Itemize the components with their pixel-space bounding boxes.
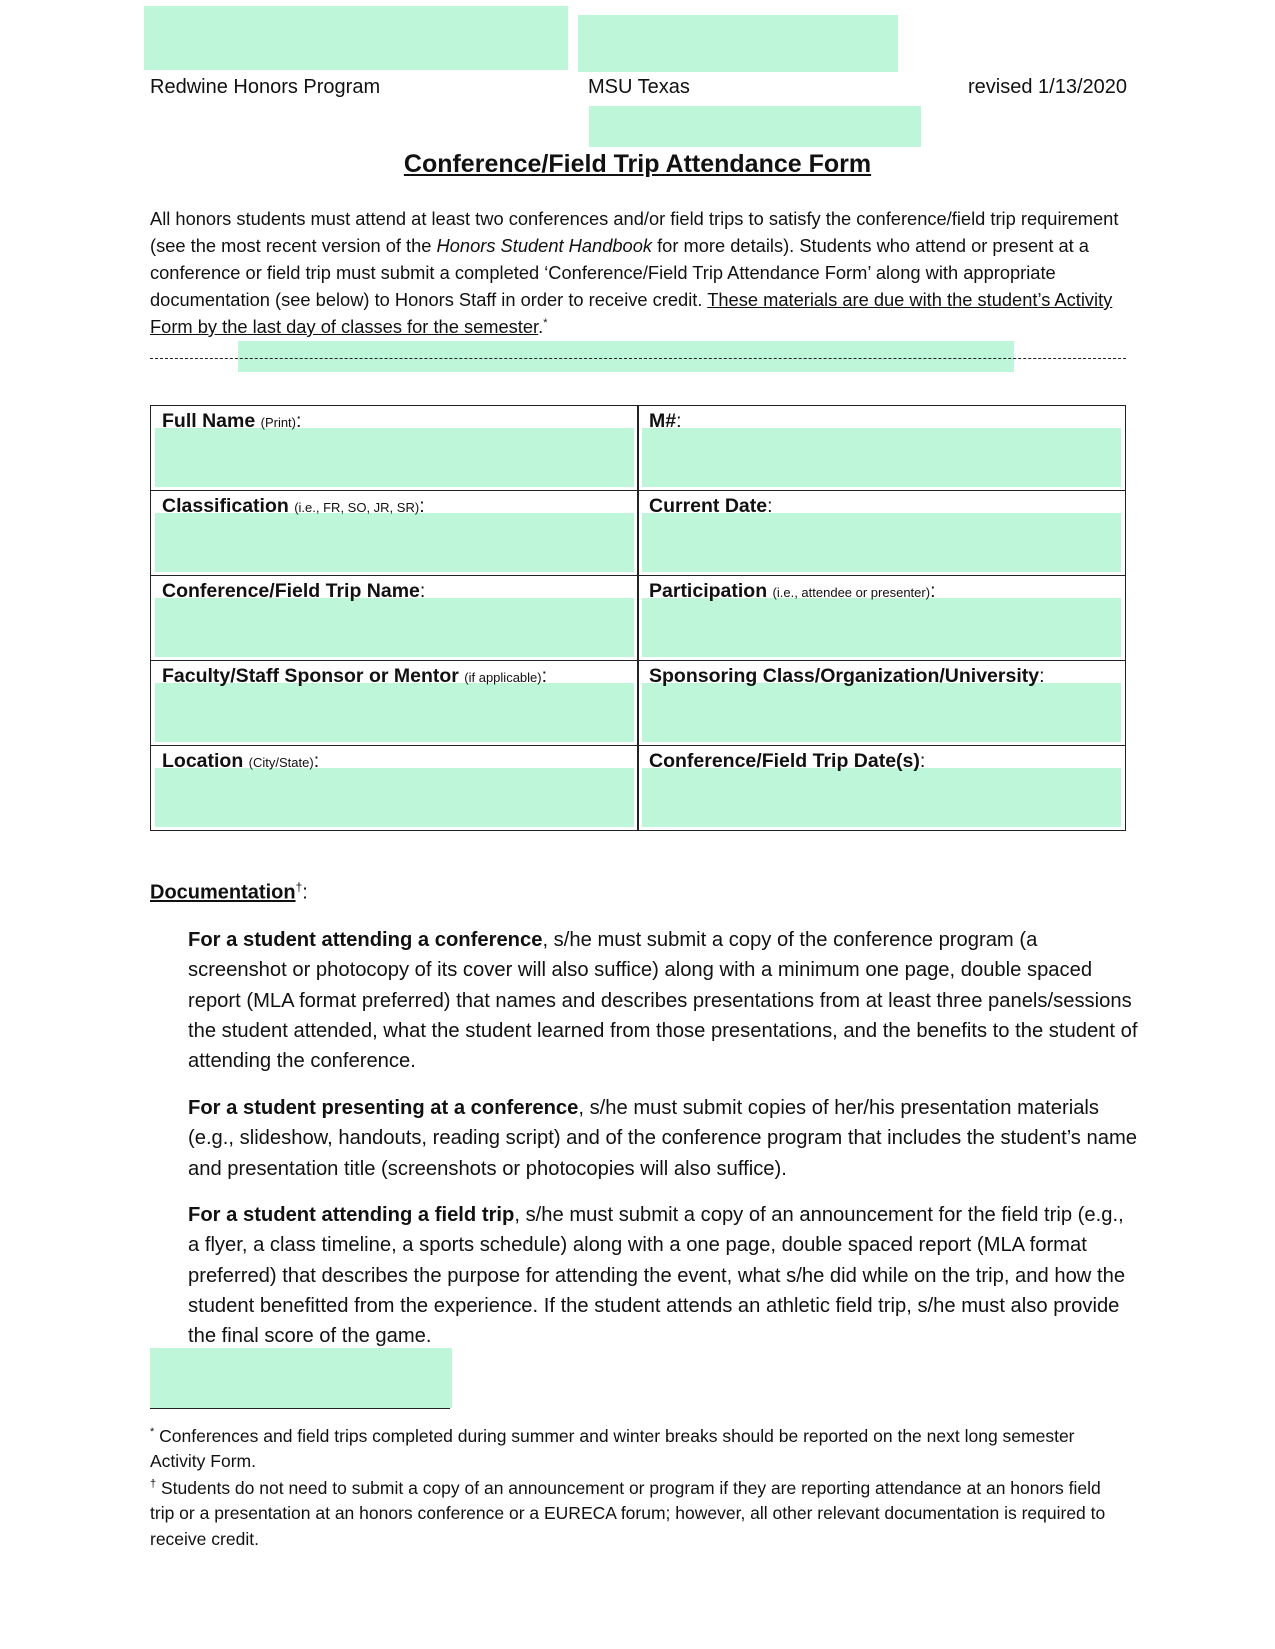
field-colon: : [419,580,426,602]
field-input-trip-name[interactable] [155,598,634,657]
field-label-participation [649,579,935,605]
field-hint: (i.e., FR, SO, JR, SR) [294,500,420,515]
footnote-mark: * [150,1426,155,1438]
field-colon: : [541,665,548,687]
field-label-trip-name [162,579,425,603]
field-hint: (i.e., attendee or presenter) [772,585,931,600]
field-input-trip-dates[interactable] [642,768,1121,827]
field-label-sponsor-mentor [162,664,547,690]
footnote-mark: † [150,1478,157,1490]
intro-text-2: for more details). Students who attend or present at a conference or field trip must submit a completed ‘Conference/Field Trip Attendance Form’ along with appropriate documentation (see below) to Honors Staff in order to receive credit. [150,235,1089,310]
footnote-text: Conferences and field trips completed during summer and winter breaks should be reported on the next long semester Activity Form. [150,1425,1075,1472]
intro-fill[interactable] [238,341,1014,372]
field-cell-sponsoring-org [637,660,1126,746]
footnote-2 [150,1472,1110,1552]
doc-paragraph-attending-conference [188,925,1138,1076]
due-note: These materials are due with the student’s Activity Form by the last day of classes for the semester [150,289,1113,337]
footnote-rule [150,1408,450,1409]
intro-period: . [538,316,544,337]
intro-footnote-mark: * [543,316,548,329]
field-cell-sponsor-mentor [150,660,639,746]
field-colon: : [930,580,936,602]
header-fill-middle[interactable] [578,15,898,72]
field-input-full-name[interactable] [155,428,634,487]
field-cell-location [150,745,639,831]
field-label-text: Location [162,750,244,772]
doc-text: , s/he must submit copies of her/his presentation materials (e.g., slideshow, handouts, reading script) and of the conference program that includes the student’s name and presentation title (screenshots or photocopies will also suffice). [188,1097,1138,1180]
field-hint: (if applicable) [464,670,542,685]
field-colon: : [1039,665,1045,687]
doc-text: , s/he must submit a copy of the conference program (a screenshot or photocopy of its cover will also suffice) along with a minimum one page, double spaced report (MLA format preferred) that names and describes presentations from at least three panels/sessions the student attended, what the student learned from those presentations, and the benefits to the student of attending the conference. [188,929,1138,1073]
field-input-location[interactable] [155,768,634,827]
field-label-text: Conference/Field Trip Name [162,580,420,602]
field-input-m-number[interactable] [642,428,1121,487]
field-label-text: Participation [649,580,768,602]
doc-paragraph-field-trip [188,1200,1138,1351]
footnote-text: Students do not need to submit a copy of an announcement or program if they are reporting attendance at an honors field trip or a presentation at an honors conference or a EURECA forum; however, all other relevant documentation is required to receive credit. [150,1477,1106,1549]
doc-lead: For a student presenting at a conference [188,1097,579,1119]
footer-fill[interactable] [150,1348,452,1408]
field-cell-trip-name [150,575,639,661]
field-cell-m-number [637,405,1126,491]
field-colon: : [313,750,320,772]
header-fill-revised[interactable] [589,106,921,147]
header-fill-left[interactable] [144,6,568,70]
program-name: Redwine Honors Program [150,76,381,98]
revision-date: revised 1/13/2020 [967,76,1127,98]
doc-lead: For a student attending a conference [188,929,543,951]
field-hint: (City/State) [248,755,314,770]
doc-paragraph-presenting-conference [188,1093,1138,1184]
documentation-heading [150,880,308,905]
field-label-classification [162,494,425,520]
field-colon: : [296,410,302,432]
field-label-location [162,749,319,775]
field-cell-trip-dates [637,745,1126,831]
field-label-text: Conference/Field Trip Date(s) [649,750,920,772]
cut-line [150,358,1126,359]
field-cell-full-name [150,405,639,491]
field-cell-classification [150,490,639,576]
intro-paragraph [150,205,1130,340]
field-label-trip-dates [649,749,925,773]
doc-text: , s/he must submit a copy of an announcement for the field trip (e.g., a flyer, a class timeline, a sports schedule) along with a one page, double spaced report (MLA format preferred) that describes the purpose for attending the event, what s/he did while on the trip, and how the student benefitted from the experience. If the student attends an athletic field trip, s/he must also provide the final score of the game. [188,1204,1126,1348]
field-label-text: Sponsoring Class/Organization/University [649,665,1040,687]
field-label-m-number [649,409,682,433]
field-label-text: Current Date [649,495,768,517]
field-cell-participation [637,575,1126,661]
field-input-sponsor-mentor[interactable] [155,683,634,742]
handbook-title: Honors Student Handbook [436,235,653,256]
field-label-text: M# [649,410,677,432]
field-colon: : [676,410,682,432]
field-label-text: Faculty/Staff Sponsor or Mentor [162,665,459,687]
field-label-full-name [162,409,301,435]
field-hint: (Print) [260,415,296,430]
documentation-title: Documentation [150,881,296,904]
field-label-sponsoring-org [649,664,1045,688]
field-input-sponsoring-org[interactable] [642,683,1121,742]
university-name: MSU Texas [588,76,690,98]
field-colon: : [419,495,425,517]
field-colon: : [767,495,773,517]
field-input-classification[interactable] [155,513,634,572]
documentation-colon: : [302,881,308,904]
documentation-mark: † [295,880,303,894]
page-title: Conference/Field Trip Attendance Form [403,150,872,178]
field-input-participation[interactable] [642,598,1121,657]
field-cell-current-date [637,490,1126,576]
field-label-text: Full Name [162,410,256,432]
info-table [150,405,1126,829]
field-input-current-date[interactable] [642,513,1121,572]
field-label-current-date [649,494,773,518]
field-colon: : [919,750,926,772]
doc-lead: For a student attending a field trip [188,1204,515,1226]
footnote-1 [150,1420,1110,1475]
field-label-text: Classification [162,495,289,517]
intro-text-1: All honors students must attend at least two conferences and/or field trips to satisfy the conference/field trip requirement (see the most recent version of the [150,208,1119,256]
